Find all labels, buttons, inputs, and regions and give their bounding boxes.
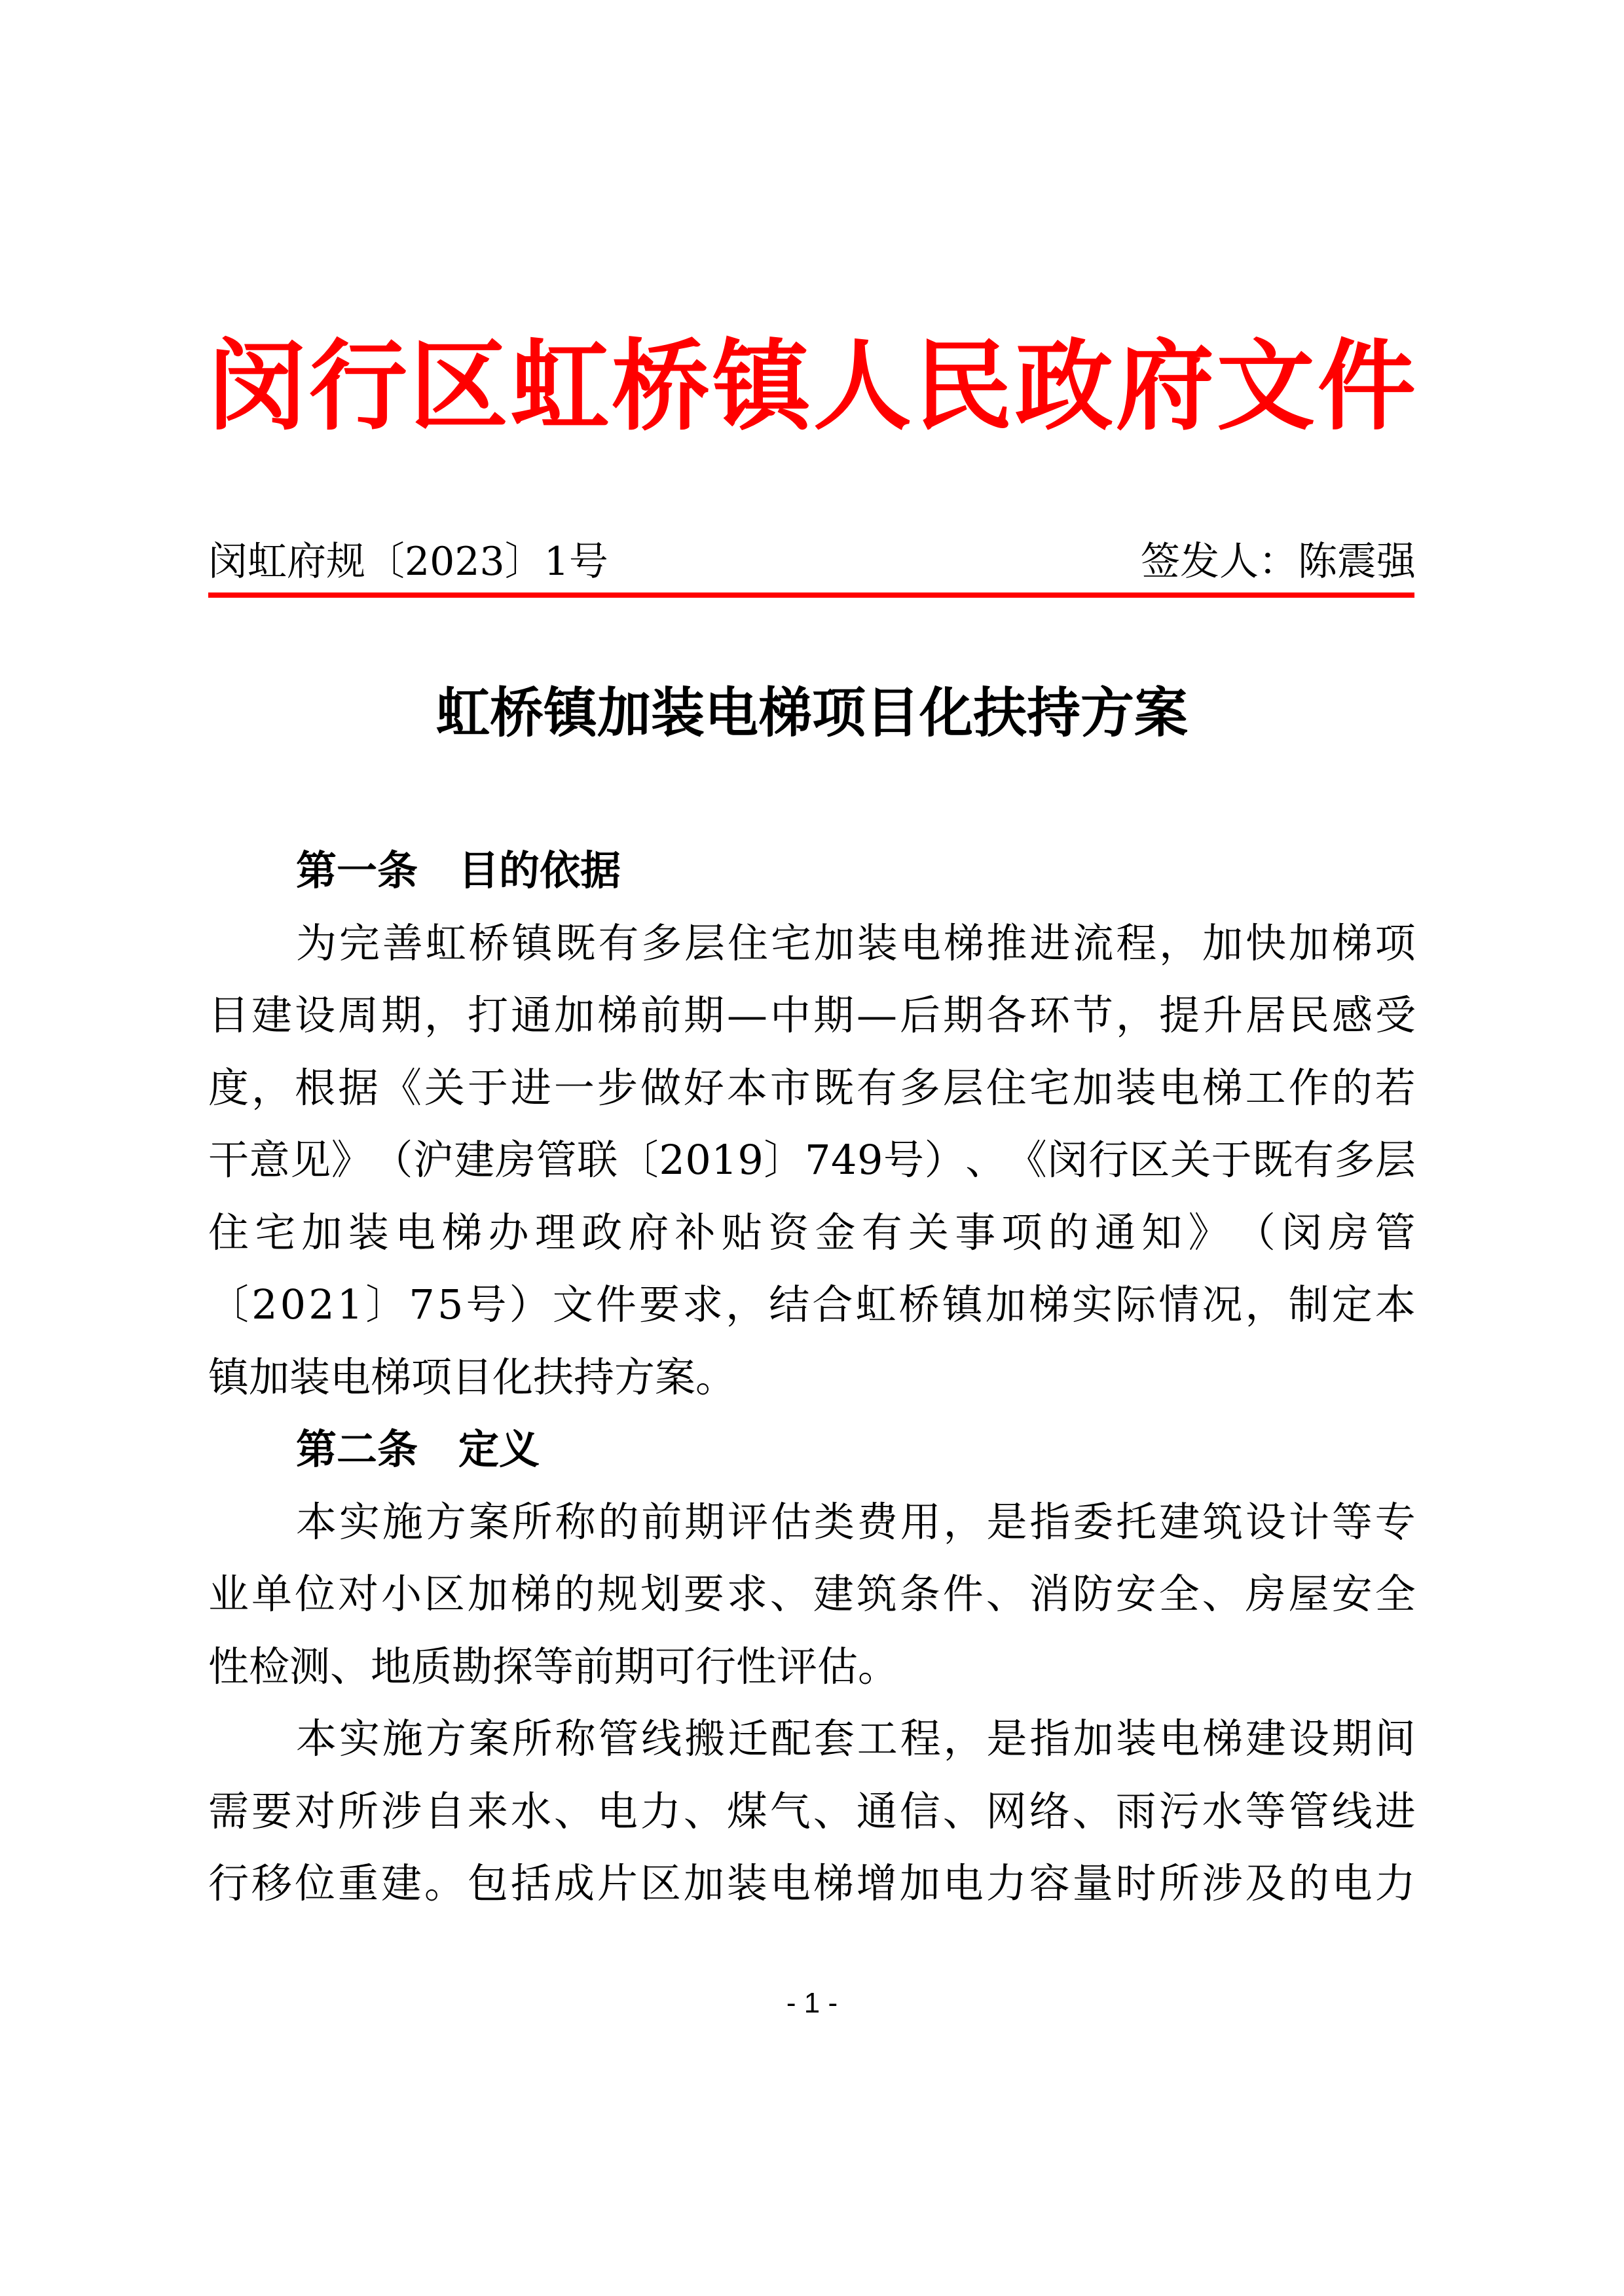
body-line: 干 意 见 》 （ 沪 建 房 管 联 〔 2 0 1 9 〕 7 4 9 号 ） 、 《 闵 行 区 关 于 既 有 多 层 (208, 1136, 1416, 1184)
issuer-title (208, 331, 1416, 442)
body-line: 行 移 位 重 建 。 包 括 成 片 区 加 装 电 梯 增 加 电 力 容 量 时 所 涉 及 的 电 力 (208, 1859, 1416, 1907)
title-char: 人 (813, 329, 912, 444)
article-1-heading (208, 835, 1416, 907)
document-number: 闵虹府规〔2023〕1号 (208, 539, 608, 585)
body-line: 度 ， 根 据 《 关 于 进 一 步 做 好 本 市 既 有 多 层 住 宅 加 装 电 梯 工 作 的 若 (208, 1063, 1416, 1112)
body-line: 镇加装电梯项目化扶持方案。 (208, 1353, 737, 1401)
title-char: 虹 (510, 329, 609, 444)
signer: 签发人：陈震强 (1141, 539, 1416, 585)
title-char: 区 (409, 329, 508, 444)
document-number-line (208, 536, 1416, 588)
article-2-number: 第二条 (296, 1425, 418, 1473)
title-char: 件 (1317, 329, 1416, 444)
body-line: 为 完 善 虹 桥 镇 既 有 多 层 住 宅 加 装 电 梯 推 进 流 程 ， 加 快 加 梯 项 (296, 919, 1416, 967)
title-char: 府 (1115, 329, 1214, 444)
article-1-number: 第一条 (296, 847, 418, 894)
page-number: - 1 - (786, 1987, 838, 2019)
body-line: 住 宅 加 装 电 梯 办 理 政 府 补 贴 资 金 有 关 事 项 的 通 知 》 （ 闵 房 管 (208, 1208, 1416, 1256)
body-line: 性检测、地质勘探等前期可行性评估。 (208, 1642, 899, 1690)
title-char: 行 (308, 329, 407, 444)
title-char: 政 (1014, 329, 1113, 444)
title-char: 民 (913, 329, 1012, 444)
body-line: 〔 2 0 2 1 〕 7 5 号 ） 文 件 要 求 ， 结 合 虹 桥 镇 加 梯 实 际 情 况 ， 制 定 本 (208, 1281, 1416, 1328)
title-char: 文 (1216, 329, 1315, 444)
title-char: 桥 (611, 329, 710, 444)
article-2-title: 定义 (458, 1425, 540, 1473)
article-1-title: 目的依据 (458, 847, 621, 894)
red-divider-rule (208, 592, 1414, 598)
body-line: 目 建 设 周 期 ， 打 通 加 梯 前 期 — 中 期 — 后 期 各 环 节 ， 提 升 居 民 感 受 (208, 991, 1416, 1039)
document-body (208, 835, 1416, 1920)
body-line: 业 单 位 对 小 区 加 梯 的 规 划 要 求 、 建 筑 条 件 、 消 防 安 全 、 房 屋 安 全 (208, 1570, 1416, 1618)
article-2-heading (208, 1413, 1416, 1486)
document-title: 虹桥镇加装电梯项目化扶持方案 (435, 682, 1188, 744)
title-char: 闵 (208, 329, 307, 444)
body-line: 本 实 施 方 案 所 称 的 前 期 评 估 类 费 用 ， 是 指 委 托 建 筑 设 计 等 专 (296, 1497, 1416, 1546)
body-line: 本 实 施 方 案 所 称 管 线 搬 迁 配 套 工 程 ， 是 指 加 装 电 梯 建 设 期 间 (296, 1715, 1416, 1762)
title-char: 镇 (712, 329, 811, 444)
body-line: 需 要 对 所 涉 自 来 水 、 电 力 、 煤 气 、 通 信 、 网 络 、 雨 污 水 等 管 线 进 (208, 1787, 1416, 1835)
